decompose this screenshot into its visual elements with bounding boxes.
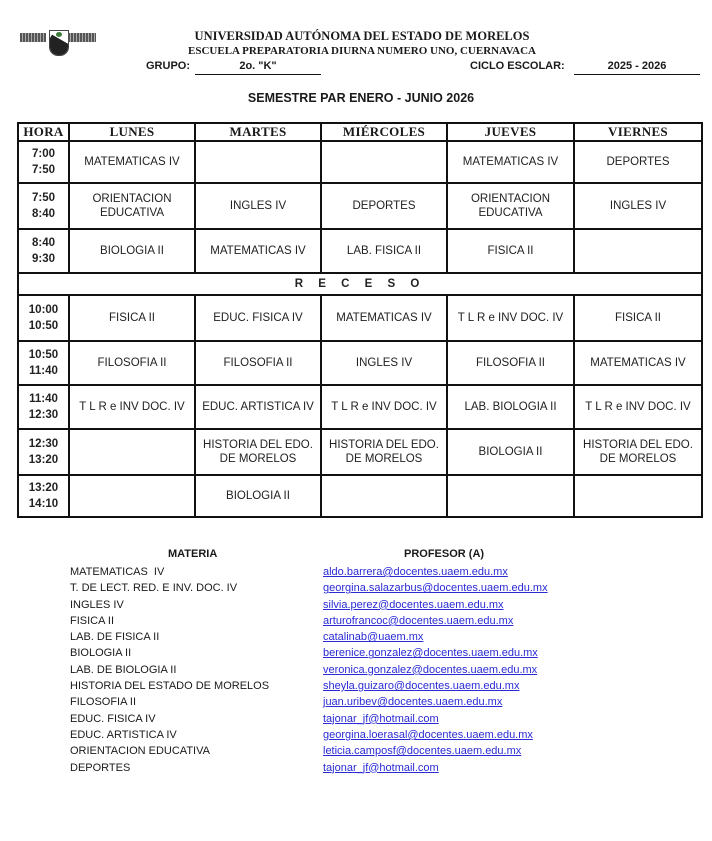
teacher-email-link[interactable]: veronica.gonzalez@docentes.uaem.edu.mx [323, 663, 538, 676]
class-cell-lunes: T L R e INV DOC. IV [69, 385, 195, 429]
class-cell-lunes [69, 429, 195, 475]
class-cell-miercoles [321, 475, 447, 517]
teacher-item [323, 645, 548, 661]
class-cell-martes: MATEMATICAS IV [195, 229, 321, 273]
time-slot [18, 141, 69, 183]
class-cell-miercoles: MATEMATICAS IV [321, 295, 447, 341]
subject-item: LAB. DE FISICA II [70, 631, 160, 644]
time-end: 13:20 [28, 454, 59, 466]
col-header-lunes: LUNES [69, 123, 195, 141]
schedule-row [18, 341, 702, 385]
university-title: UNIVERSIDAD AUTÓNOMA DEL ESTADO DE MORELOS [194, 29, 530, 43]
grupo-label: GRUPO: [146, 60, 190, 72]
teacher-email-link[interactable]: aldo.barrera@docentes.uaem.edu.mx [323, 566, 508, 578]
time-slot [18, 475, 69, 517]
ciclo-value: 2025 - 2026 [574, 60, 700, 75]
subject-item: BIOLOGIA II [70, 647, 132, 660]
class-cell-viernes: HISTORIA DEL EDO. DE MORELOS [574, 429, 702, 475]
grupo-value: 2o. "K" [195, 60, 321, 75]
time-end: 10:50 [28, 320, 59, 332]
time-start: 8:40 [31, 237, 56, 249]
teacher-email-link[interactable]: juan.uribev@docentes.uaem.edu.mx [323, 696, 503, 709]
time-slot [18, 341, 69, 385]
time-slot [18, 385, 69, 429]
teacher-email-link[interactable]: leticia.camposf@docentes.uaem.edu.mx [323, 745, 522, 758]
time-slot [18, 429, 69, 475]
class-cell-martes: EDUC. FISICA IV [195, 295, 321, 341]
teacher-item [323, 580, 548, 596]
class-cell-viernes: T L R e INV DOC. IV [574, 385, 702, 429]
subject-item: ORIENTACION EDUCATIVA [70, 745, 210, 758]
class-cell-lunes: MATEMATICAS IV [69, 141, 195, 183]
time-start: 7:50 [31, 192, 56, 204]
class-cell-jueves: LAB. BIOLOGIA II [447, 385, 574, 429]
class-cell-martes: HISTORIA DEL EDO. DE MORELOS [195, 429, 321, 475]
time-slot [18, 183, 69, 229]
teacher-item [323, 564, 548, 580]
subject-item: HISTORIA DEL ESTADO DE MORELOS [70, 680, 270, 693]
subject-item: T. DE LECT. RED. E INV. DOC. IV [70, 582, 238, 595]
class-cell-jueves: FISICA II [447, 229, 574, 273]
subject-item: MATEMATICAS IV [70, 566, 165, 578]
schedule-row [18, 141, 702, 183]
schedule-row [18, 229, 702, 273]
teacher-email-link[interactable]: tajonar_jf@hotmail.com [323, 712, 439, 725]
teacher-email-link[interactable]: arturofrancoc@docentes.uaem.edu.mx [323, 614, 514, 627]
teacher-email-link[interactable]: tajonar_jf@hotmail.com [323, 761, 439, 774]
class-cell-viernes: MATEMATICAS IV [574, 341, 702, 385]
time-slot [18, 229, 69, 273]
teacher-item [323, 727, 548, 743]
class-cell-jueves: ORIENTACION EDUCATIVA [447, 183, 574, 229]
class-cell-miercoles: HISTORIA DEL EDO. DE MORELOS [321, 429, 447, 475]
class-cell-jueves [447, 475, 574, 517]
class-cell-lunes: FILOSOFIA II [69, 341, 195, 385]
class-cell-viernes: INGLES IV [574, 183, 702, 229]
teacher-item [323, 694, 548, 710]
class-cell-viernes: DEPORTES [574, 141, 702, 183]
time-start: 7:00 [31, 148, 56, 160]
time-start: 10:50 [28, 349, 59, 361]
subject-item: LAB. DE BIOLOGIA II [70, 663, 177, 676]
teacher-email-link[interactable]: georgina.loerasal@docentes.uaem.edu.mx [323, 728, 533, 741]
class-cell-martes [195, 141, 321, 183]
time-start: 13:20 [28, 482, 59, 494]
teacher-item [323, 662, 548, 678]
schedule-row [18, 429, 702, 475]
time-end: 9:30 [31, 253, 56, 265]
teacher-item [323, 678, 548, 694]
col-header-jueves: JUEVES [447, 123, 574, 141]
class-cell-miercoles: INGLES IV [321, 341, 447, 385]
time-start: 10:00 [28, 304, 59, 316]
class-cell-martes: INGLES IV [195, 183, 321, 229]
teacher-email-link[interactable]: berenice.gonzalez@docentes.uaem.edu.mx [323, 647, 538, 660]
teacher-email-link[interactable]: silvia.perez@docentes.uaem.edu.mx [323, 598, 504, 611]
schedule-header-row [18, 123, 702, 141]
time-start: 12:30 [28, 438, 59, 450]
teacher-email-link[interactable]: sheyla.guizaro@docentes.uaem.edu.mx [323, 680, 520, 693]
class-cell-miercoles: LAB. FISICA II [321, 229, 447, 273]
class-cell-viernes [574, 229, 702, 273]
subject-item: INGLES IV [70, 598, 124, 611]
schedule-row [18, 295, 702, 341]
time-end: 12:30 [28, 409, 59, 421]
teacher-email-link[interactable]: catalinab@uaem.mx [323, 631, 424, 644]
class-cell-jueves: FILOSOFIA II [447, 341, 574, 385]
subject-item: FISICA II [70, 614, 115, 627]
schedule-table [17, 122, 703, 518]
recess-label: R E C E S O [18, 273, 702, 295]
class-cell-viernes [574, 475, 702, 517]
time-slot [18, 295, 69, 341]
school-title: ESCUELA PREPARATORIA DIURNA NUMERO UNO, CUERNAVACA [188, 45, 536, 57]
time-end: 8:40 [31, 208, 56, 220]
ciclo-label: CICLO ESCOLAR: [470, 60, 565, 72]
schedule-row [18, 183, 702, 229]
teacher-email-list [323, 564, 548, 776]
teacher-email-link[interactable]: georgina.salazarbus@docentes.uaem.edu.mx [323, 582, 548, 595]
schedule-row [18, 385, 702, 429]
class-cell-martes: EDUC. ARTISTICA IV [195, 385, 321, 429]
class-cell-jueves: BIOLOGIA II [447, 429, 574, 475]
teacher-item [323, 629, 548, 645]
semester-title: SEMESTRE PAR ENERO - JUNIO 2026 [247, 91, 475, 105]
subject-item: EDUC. ARTISTICA IV [70, 728, 177, 741]
subject-item: FILOSOFIA II [70, 696, 137, 709]
materia-header: MATERIA [168, 548, 218, 560]
teacher-item [323, 613, 548, 629]
time-end: 11:40 [29, 365, 58, 377]
teacher-item [323, 597, 548, 613]
class-cell-lunes [69, 475, 195, 517]
class-cell-lunes: FISICA II [69, 295, 195, 341]
col-header-hora: HORA [18, 123, 69, 141]
class-cell-lunes: ORIENTACION EDUCATIVA [69, 183, 195, 229]
time-end: 7:50 [31, 164, 56, 176]
teacher-item [323, 760, 548, 776]
class-cell-lunes: BIOLOGIA II [69, 229, 195, 273]
time-start: 11:40 [29, 393, 58, 405]
subject-list [70, 564, 269, 776]
class-cell-miercoles: T L R e INV DOC. IV [321, 385, 447, 429]
col-header-martes: MARTES [195, 123, 321, 141]
recess-row [18, 273, 702, 295]
class-cell-martes: BIOLOGIA II [195, 475, 321, 517]
class-cell-miercoles [321, 141, 447, 183]
class-cell-martes: FILOSOFIA II [195, 341, 321, 385]
time-end: 14:10 [28, 498, 59, 510]
class-cell-viernes: FISICA II [574, 295, 702, 341]
schedule-row [18, 475, 702, 517]
class-cell-miercoles: DEPORTES [321, 183, 447, 229]
subject-item: EDUC. FISICA IV [70, 712, 156, 725]
class-cell-jueves: MATEMATICAS IV [447, 141, 574, 183]
class-cell-jueves: T L R e INV DOC. IV [447, 295, 574, 341]
teacher-item [323, 711, 548, 727]
profesor-header: PROFESOR (A) [404, 548, 485, 560]
teacher-item [323, 743, 548, 759]
col-header-miercoles: MIÉRCOLES [321, 123, 447, 141]
subject-item: DEPORTES [70, 761, 131, 774]
col-header-viernes: VIERNES [574, 123, 702, 141]
